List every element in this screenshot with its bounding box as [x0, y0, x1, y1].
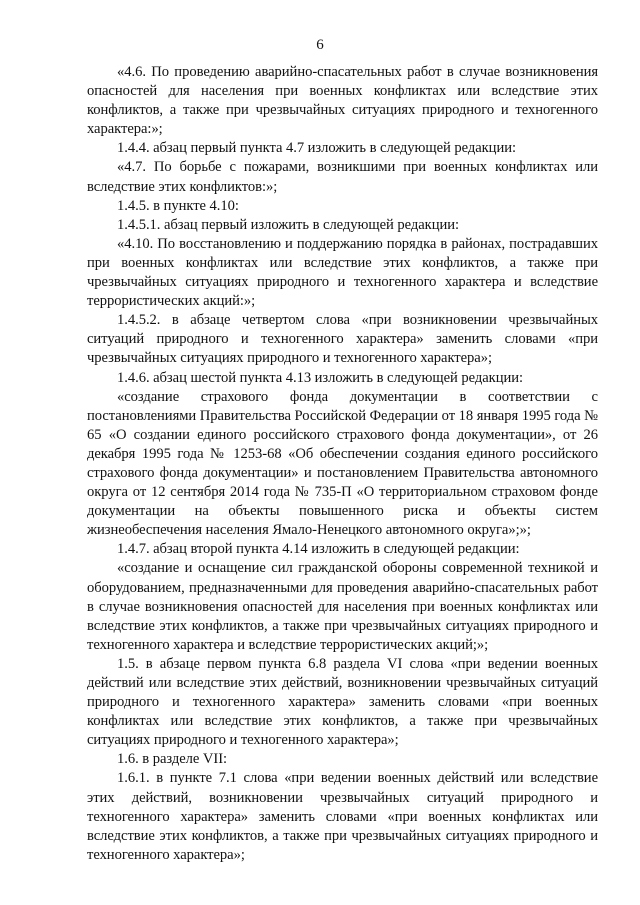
paragraph-1-4-7: 1.4.7. абзац второй пункта 4.14 изложить в следующей редакции:: [117, 541, 520, 558]
page-number: 6: [316, 37, 324, 53]
paragraph-insurance-fund: «создание страхового фонда документации в соответствии с постановлениями Правительства Российской Федерации от 18 января 1995 года № 65 «О создании единого российского страхового фонда документации», от 26 декабря 1995 года № 1253-68 «Об обеспечении создания единого российского страхового фонда документации» и постановлением Правительства автономного округа от 12 сентября 2014 года № 735-П «О территориальном страховом фонде документации на объекты повышенного риска и объекты систем жизнеобеспечения населения Ямало-Ненецкого автономного округа»;»;: [87, 388, 598, 539]
paragraph-1-5: 1.5. в абзаце первом пункта 6.8 раздела VI слова «при ведении военных действий или вследствие этих действий, возникновении чрезвычайных ситуаций природного и техногенного характера» заменить словами «при военных конфликтах или вследствие этих конфликтов, а также при чрезвычайных ситуациях природного и техногенного характера»;: [87, 655, 598, 749]
paragraph-1-4-5-2: 1.4.5.2. в абзаце четвертом слова «при возникновении чрезвычайных ситуаций природного и техногенного характера» заменить словами «при чрезвычайных ситуациях природного и техногенного характера»;: [87, 312, 598, 367]
paragraph-1-4-5-1: 1.4.5.1. абзац первый изложить в следующей редакции:: [117, 216, 459, 233]
paragraph-1-4-4: 1.4.4. абзац первый пункта 4.7 изложить в следующей редакции:: [117, 140, 516, 157]
paragraph-4-7: «4.7. По борьбе с пожарами, возникшими при военных конфликтах или вследствие этих конфликтов:»;: [87, 159, 598, 195]
paragraph-civil-defense-forces: «создание и оснащение сил гражданской обороны современной техникой и оборудованием, предназначенными для проведения аварийно-спасательных работ в случае возникновения опасностей для населения при военных конфликтах или вследствие этих конфликтов, а также при чрезвычайных ситуациях природного и техногенного характера и вследствие террористических акций;»;: [87, 560, 598, 653]
paragraph-1-4-6: 1.4.6. абзац шестой пункта 4.13 изложить в следующей редакции:: [117, 369, 523, 386]
paragraph-4-10: «4.10. По восстановлению и поддержанию порядка в районах, пострадавших при военных конфликтах или вследствие этих конфликтов, а также при чрезвычайных ситуациях природного и техногенного характера и вследствие террористических акций:»;: [87, 235, 598, 310]
paragraph-4-6: «4.6. По проведению аварийно-спасательных работ в случае возникновения опасностей для населения при военных конфликтах или вследствие этих конфликтов, а также при чрезвычайных ситуациях природного и техногенного характера:»;: [87, 64, 598, 138]
paragraph-1-6: 1.6. в разделе VII:: [117, 751, 228, 768]
document-body: [87, 63, 598, 865]
paragraph-1-4-5: 1.4.5. в пункте 4.10:: [117, 197, 239, 214]
paragraph-1-6-1: 1.6.1. в пункте 7.1 слова «при ведении военных действий или вследствие этих действий, возникновении чрезвычайных ситуаций природного и техногенного характера» заменить словами «при военных конфликтах или вследствие этих конфликтов, а также при чрезвычайных ситуациях природного и техногенного характера»;: [87, 770, 598, 863]
